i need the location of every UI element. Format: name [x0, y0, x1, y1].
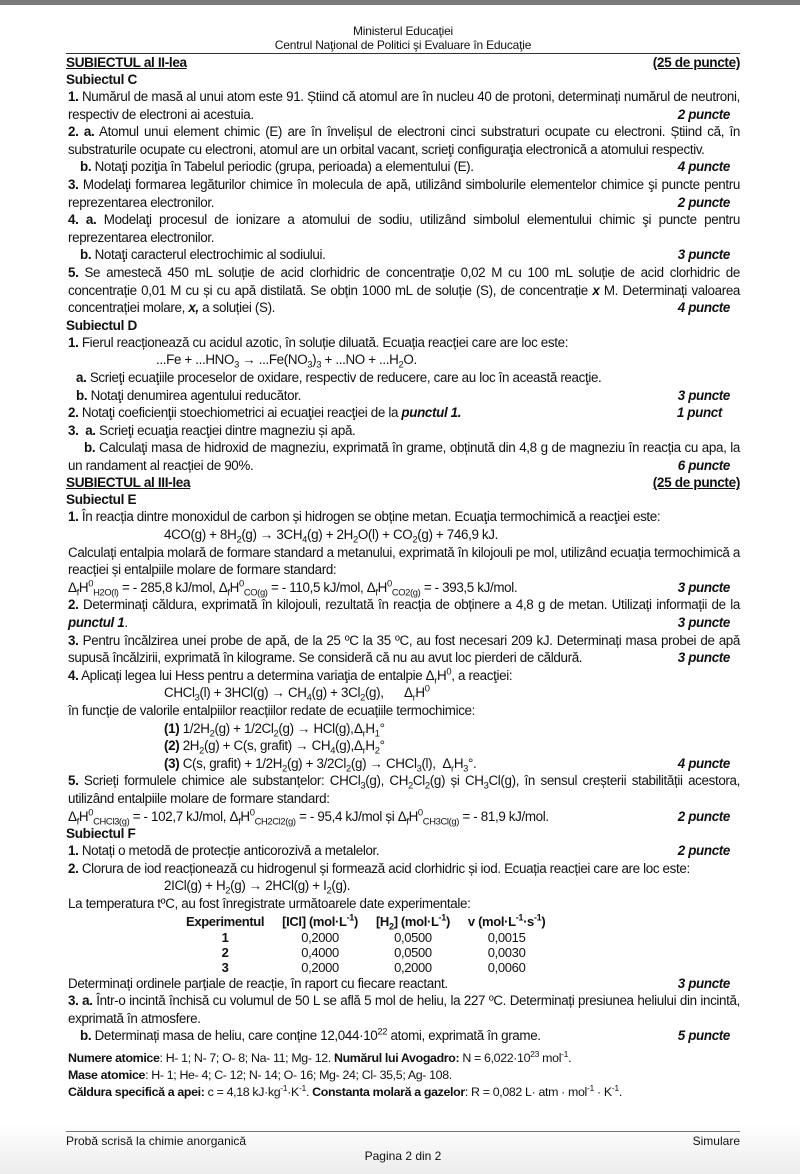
table-cell: 0,2000	[301, 959, 339, 975]
eq-sup: 0	[88, 807, 94, 818]
eq-sub: 4	[302, 534, 308, 545]
eq-part: (g) + 1/2Cl	[214, 720, 274, 736]
eq-part: (g) → 2HCl(g) + I	[230, 878, 327, 894]
equation-e4-r2	[66, 737, 740, 755]
question-e4-text2: în funcție de valorile entalpiilor reacțiilor redate de ecuațiile termochimice:	[68, 703, 476, 718]
question-points: 3 puncte	[677, 615, 730, 631]
question-number: 2.	[68, 860, 79, 876]
eq-part: (l),	[421, 755, 443, 771]
eq-part: = - 102,7 kJ/mol, Δ	[129, 808, 239, 824]
header-center: Centrul Naţional de Politici şi Evaluare în Educaţie	[274, 38, 532, 52]
question-e2	[66, 596, 740, 631]
equation-d1	[66, 351, 740, 369]
eq-sub: r	[362, 728, 366, 739]
question-text: Pentru încălzirea unei probe de apă, de la 25 ºC la 35 ºC, au fost necesari 209 kJ. Determinați masa probei de apă supusă încălzirii, exprimată în kilograme. Se consideră că nu au avut loc pierderi de căldură.	[68, 632, 740, 666]
question-number: 2.	[68, 405, 79, 421]
question-text: Notaţi denumirea agentului reducător.	[87, 387, 301, 403]
eq-sub: CO2(g)	[391, 587, 421, 598]
question-text: Notaţi poziţia în Tabelul periodic (grupa, perioada) a elementului (E).	[91, 159, 474, 175]
header-text: ] (mol·L	[393, 913, 439, 929]
eq-sub: 3	[316, 359, 322, 370]
eq-sub: 3	[194, 693, 200, 704]
column-header-h2	[376, 913, 468, 930]
question-d2	[66, 404, 740, 422]
eq-sub: 3	[234, 359, 239, 370]
question-text: Numărul de masă al unui atom este 91. Știind că atomul are în nucleu 40 de protoni, determinați numărul de neutroni, respectiv de electroni ai acestuia.	[68, 89, 740, 122]
eq-sup: -1	[298, 1082, 306, 1093]
question-points: 4 puncte	[677, 300, 730, 316]
question-number: 1.	[68, 843, 79, 859]
eq-sub: 2	[424, 781, 430, 792]
header-text: )	[541, 913, 546, 929]
eq-sub: 2	[199, 745, 204, 756]
question-points: 2 puncte	[677, 843, 730, 859]
eq-part: C(s, grafit) + 1/2H	[179, 755, 283, 771]
table-cell: 0,0030	[487, 944, 526, 960]
eq-part: Δ	[442, 755, 452, 771]
section-2-points: (25 de puncte)	[652, 55, 740, 70]
footer-rule	[66, 1131, 740, 1132]
table-cell: 0,0500	[394, 929, 432, 945]
constants-value: .	[568, 1050, 572, 1065]
eq-sup: 0	[249, 807, 255, 818]
header-text: )	[353, 913, 358, 929]
eq-part: H	[377, 579, 387, 595]
question-points: 3 puncte	[677, 247, 730, 263]
eq-part: H	[229, 579, 239, 595]
eq-part: (g) + 746,9 kJ.	[417, 527, 498, 543]
question-points: 5 puncte	[677, 1028, 730, 1044]
eq-part: O.	[403, 352, 417, 368]
table-cell: 0,2000	[394, 959, 432, 975]
column-header-rate	[468, 913, 563, 930]
eq-sub: f	[76, 816, 79, 827]
eq-part: 1/2H	[179, 720, 210, 736]
question-points: 4 puncte	[677, 755, 730, 771]
reaction-number: (3)	[164, 755, 180, 771]
question-points: 2 puncte	[677, 808, 730, 824]
question-number: a.	[76, 369, 87, 385]
question-text: (g) și CH	[429, 773, 484, 789]
eq-sup: -1	[586, 1082, 594, 1093]
question-f1	[66, 842, 740, 860]
eq-sub: CH3Cl(g)	[422, 816, 460, 827]
equation-e1	[66, 526, 740, 544]
eq-sup: -1	[533, 912, 542, 923]
eq-sub: CHCl3(g)	[93, 816, 130, 827]
question-text: atomi, exprimată în grame.	[387, 1028, 541, 1044]
constants-value: c = 4,18 kJ·kg	[204, 1084, 281, 1099]
question-text: Cl(g), în sensul creșterii stabilității acestora, utilizând entalpiile molare de formare standard:	[68, 773, 740, 806]
eq-part: (g) → 3CH	[241, 527, 303, 543]
variable-x: x,	[188, 300, 199, 316]
question-e5-data	[66, 808, 740, 826]
atomic-masses-line	[66, 1067, 740, 1084]
eq-sub: 4	[306, 693, 312, 704]
eq-part: H	[240, 808, 250, 824]
question-text: Aplicați legea lui Hess pentru a determina variaţia de entalpie Δ	[78, 667, 435, 683]
question-number: 5.	[68, 773, 79, 789]
eq-sub: 2	[209, 728, 215, 739]
table-cell: 2	[221, 944, 229, 960]
subject-c-title: Subiectul C	[66, 72, 137, 87]
equation-e4	[66, 684, 740, 702]
question-number: 2.	[68, 597, 79, 613]
question-c2b	[66, 158, 740, 176]
equation-e4-r1	[66, 720, 740, 738]
footer-exam-type: Simulare	[692, 1134, 740, 1148]
reference: punctul 1.	[401, 405, 462, 421]
question-points: 2 puncte	[677, 106, 730, 122]
equation-e4-r3	[66, 755, 740, 773]
constants-value: mol	[539, 1050, 562, 1065]
eq-part: (g) → HCl(g),	[278, 720, 354, 736]
eq-sup: -1	[561, 1048, 569, 1059]
question-text: Notaţi coeficienţii stoechiometrici ai ecuaţiei reacţiei de la	[78, 405, 402, 421]
eq-part: Δ	[404, 685, 413, 701]
eq-part: = - 110,5 kJ/mol, Δ	[267, 579, 376, 595]
question-points: 4 puncte	[677, 159, 730, 175]
question-points: 3 puncte	[677, 387, 730, 403]
question-c5	[66, 264, 740, 317]
question-text: Se amestecă 450 mL soluție de acid clorhidric de concentrație 0,02 M cu 100 mL soluție de acid clorhidric de concentrație 0,01 M cu și cu apă distilată. Se obțin 1000 mL de soluție (S), de concentrație	[68, 264, 740, 298]
eq-part: H	[365, 720, 375, 736]
question-number: 3.	[68, 176, 79, 192]
eq-sup: 23	[530, 1048, 540, 1059]
eq-sub: 2	[408, 781, 413, 792]
table-cell: 0,0060	[487, 959, 526, 975]
constants-value: · K	[593, 1084, 612, 1099]
eq-sub: f	[238, 816, 241, 827]
eq-part: H	[78, 808, 89, 824]
eq-part: = - 81,9 kJ/mol.	[459, 808, 549, 824]
eq-sub: r	[412, 693, 416, 704]
experimental-data-table	[186, 913, 563, 975]
eq-sub: r	[362, 745, 366, 756]
question-text: Modelaţi formarea legăturilor chimice în molecula de apă, utilizând simbolurile elementelor chimice şi puncte pentru reprezentarea electronilor.	[68, 176, 740, 210]
question-number: 3.	[68, 632, 79, 648]
header-text: )	[445, 913, 450, 929]
eq-sub: r	[451, 763, 454, 774]
question-d1	[66, 334, 740, 352]
section-3-title: SUBIECTUL al III-lea	[66, 475, 191, 491]
eq-sup: -1	[280, 1082, 288, 1093]
eq-part: → ...Fe(NO	[238, 352, 308, 368]
eq-sub: 2	[273, 728, 279, 739]
question-text: Calculaţi masa de hidroxid de magneziu, exprimată în grame, obținută din 4,8 g de magneziu în reacția cu apa, la un randament al reacției de 90%.	[68, 440, 740, 473]
question-text: Scrieți formulele chimice ale substanțelor: CHCl	[78, 773, 361, 789]
question-number: b.	[84, 440, 96, 456]
question-e1	[66, 508, 740, 526]
constants-label: Numărul lui Avogadro:	[333, 1050, 460, 1065]
question-text: Clorura de iod reacționează cu hidrogenul și formează acid clorhidric și iod. Ecuația reacției care are loc este:	[78, 860, 690, 876]
question-text: Determinați masa de heliu, care conține 12,044·10	[91, 1028, 378, 1044]
question-f3a	[66, 992, 740, 1027]
eq-sub: 2	[326, 886, 332, 897]
eq-part: = - 95,4 kJ/mol și Δ	[295, 808, 407, 824]
constants-label: Numere atomice	[68, 1050, 160, 1065]
eq-part: H	[453, 755, 464, 771]
eq-part: °	[379, 738, 385, 754]
heat-gas-line	[66, 1084, 740, 1101]
eq-sub: 2	[360, 693, 365, 704]
question-number: 5.	[68, 264, 79, 280]
constants-label: Mase atomice	[68, 1067, 146, 1082]
eq-sub: 2	[374, 745, 380, 756]
eq-part: (g),	[335, 738, 354, 754]
section-3-points: (25 de puncte)	[652, 475, 740, 491]
reaction-number: (1)	[164, 720, 180, 736]
eq-part: = - 285,8 kJ/mol, Δ	[118, 579, 228, 595]
eq-part: Δ	[354, 720, 363, 736]
eq-part: °	[379, 720, 385, 736]
table-cell: 0,0015	[487, 929, 526, 945]
table-cell: 0,4000	[301, 944, 339, 960]
footer-page-number: Pagina 2 din 2	[364, 1149, 442, 1163]
question-d3a	[66, 422, 740, 440]
table-cell: 3	[221, 959, 229, 975]
question-number: 4.	[68, 667, 79, 683]
table-cell: 1	[221, 929, 229, 945]
constants-value: : R = 0,082 L· atm · mol	[464, 1084, 587, 1099]
reference: punctul 1	[68, 615, 125, 631]
eq-part: 4CO(g) + 8H	[164, 527, 237, 543]
question-f3b	[66, 1027, 740, 1045]
eq-part: CHCl	[164, 685, 195, 701]
reaction-number: (2)	[164, 738, 180, 754]
table-row	[186, 930, 563, 945]
eq-sub: 2	[352, 534, 358, 545]
question-f2-text3	[66, 975, 740, 993]
eq-sub: H2O(l)	[93, 587, 119, 598]
table-row	[186, 945, 563, 960]
eq-part: 2ICl(g) + H	[164, 878, 226, 894]
eq-sup: -1	[346, 912, 354, 923]
eq-sub: 2	[398, 359, 404, 370]
subject-f-title: Subiectul F	[66, 826, 136, 842]
constants-label: Constanta molară a gazelor	[312, 1084, 465, 1099]
section-3-heading	[66, 474, 740, 491]
eq-part: 2H	[179, 738, 200, 754]
table-header-row	[186, 913, 563, 930]
eq-sub: 3	[416, 763, 422, 774]
header-text: [ICl] (mol·L	[282, 913, 347, 929]
question-text: Determinați căldura, exprimată în kilojouli, rezultată în reacția de obținere a 4,8 g de metan. Utilizați informații de la	[78, 597, 740, 613]
eq-sub: CO(g)	[243, 587, 268, 598]
constants-block	[66, 1050, 740, 1101]
footer-exam-name: Probă scrisă la chimie anorganică	[66, 1134, 247, 1148]
eq-sup: -1	[438, 912, 446, 923]
eq-sub: 3	[360, 781, 366, 792]
question-text: Într-o incintă închisă cu volumul de 50 L se află 5 mol de heliu, la 227 ºC. Determinați presiunea heliului din incintă, exprimată în atmosfere.	[68, 993, 740, 1026]
eq-part: )	[312, 352, 317, 368]
eq-part: (g) + C(s, grafit) → CH	[204, 738, 331, 754]
question-c1	[66, 88, 740, 123]
eq-sub: f	[375, 587, 378, 598]
question-points: 3 puncte	[677, 975, 730, 991]
question-text: M. Determinați valoarea concentrației molare,	[68, 282, 741, 316]
header-text: ·s	[523, 913, 534, 929]
question-text: .	[124, 615, 128, 631]
window-top-bar	[0, 0, 800, 5]
eq-sub: f	[227, 587, 230, 598]
eq-sub: 3	[463, 763, 469, 774]
constants-value: .	[305, 1084, 313, 1099]
eq-part: °.	[468, 755, 477, 771]
question-points: 1 punct	[676, 405, 722, 421]
eq-part: Δ	[354, 738, 363, 754]
question-number: 1.	[68, 334, 79, 350]
question-d3b	[66, 439, 740, 474]
question-c2a	[66, 123, 740, 158]
question-number: b.	[80, 247, 92, 263]
eq-part: (g) + 3/2Cl	[286, 755, 347, 771]
eq-part: (l) + 3HCl(g) → CH	[199, 685, 307, 701]
eq-sub: f	[76, 587, 79, 598]
question-number: 1.	[68, 509, 79, 525]
question-text: Notaţi caracterul electrochimic al sodiului.	[91, 247, 326, 263]
header-text: v (mol·L	[467, 913, 516, 929]
eq-part: H	[415, 685, 425, 701]
question-text: Atomul unui element chimic (E) are în învelișul de electroni cinci substraturi ocupate cu electroni. Știind că, în substraturile ocupate cu electroni, atomul are un orbital vacant, scrieţi configuraţia electronică a atomului respectiv.	[68, 124, 740, 157]
eq-sub: 2	[225, 886, 231, 897]
eq-sup: 0	[424, 683, 430, 694]
question-text: Scrieţi ecuaţia reacţiei dintre magneziu și apă.	[95, 422, 356, 438]
variable-x: x	[592, 282, 600, 298]
eq-part: + ...NO + ...H	[321, 352, 399, 368]
question-text: a soluției (S).	[198, 300, 276, 316]
exam-page	[66, 24, 740, 1101]
question-text: , a reacţiei:	[451, 667, 513, 683]
eq-part: O(l) + CO	[357, 527, 413, 543]
constants-value: ·K	[287, 1084, 299, 1099]
question-text: Fierul reacționează cu acidul azotic, în soluție diluată. Ecuația reacției care are loc este:	[78, 334, 569, 350]
eq-part: (g) → CHCl	[350, 755, 417, 771]
question-number: b.	[80, 159, 92, 175]
eq-sub: 2	[346, 763, 351, 774]
question-e1-text2: Calculați entalpia molară de formare standard a metanului, exprimată în kilojouli pe mol, utilizând ecuația termochimică a reacției și entalpiile molare de formare standard:	[68, 544, 740, 578]
eq-sub: r	[434, 675, 438, 686]
eq-sup: 0	[88, 578, 94, 589]
equation-f2	[66, 877, 740, 895]
question-text: Determinați ordinele parțiale de reacție, în raport cu fiecare reactant.	[68, 975, 448, 991]
question-text: Cl	[412, 773, 425, 789]
subject-e-title: Subiectul E	[66, 492, 137, 508]
eq-part: (g).	[331, 878, 351, 894]
eq-part: (g),	[364, 685, 384, 701]
question-number: 2. a.	[68, 124, 95, 140]
question-points: 3 puncte	[677, 579, 730, 595]
question-e5	[66, 772, 740, 807]
header-text: [H	[375, 913, 389, 929]
question-d1b	[66, 387, 740, 405]
question-points: 2 puncte	[677, 194, 730, 210]
question-c4b	[66, 246, 740, 264]
question-c4a	[66, 211, 740, 246]
question-text: În reacția dintre monoxidul de carbon și hidrogen se obține metan. Ecuaţia termochimică a reacţiei este:	[78, 509, 661, 525]
question-points: 6 puncte	[677, 457, 730, 473]
eq-part: H	[78, 579, 89, 595]
eq-sub: 2	[236, 534, 242, 545]
question-text: Scrieţi ecuaţiile proceselor de oxidare, respectiv de reducere, care au loc în această reacţie.	[86, 369, 602, 385]
question-e4	[66, 667, 740, 685]
eq-sup: 22	[377, 1026, 388, 1037]
eq-sup: -1	[611, 1082, 619, 1093]
table-cell: 0,2000	[301, 929, 339, 945]
eq-part: H	[437, 667, 447, 683]
eq-part: (g) + 2H	[307, 527, 353, 543]
question-number: 3. a.	[68, 422, 96, 438]
constants-value: : H- 1; N- 7; O- 8; Na- 11; Mg- 12.	[159, 1050, 334, 1065]
column-header-icl	[282, 913, 376, 930]
constants-value: : H- 1; He- 4; C- 12; N- 14; O- 16; Mg- 24; Cl- 35,5; Ag- 108.	[145, 1067, 452, 1082]
question-points: 3 puncte	[677, 650, 730, 666]
eq-part: = - 393,5 kJ/mol.	[420, 579, 518, 595]
question-number: 4. a.	[68, 212, 97, 228]
eq-part: H	[408, 808, 418, 824]
eq-sub: 1	[374, 728, 380, 739]
eq-sub: 2	[412, 534, 418, 545]
question-c3	[66, 176, 740, 211]
eq-sup: 0	[446, 666, 452, 677]
eq-part: H	[365, 738, 375, 754]
atomic-numbers-line	[66, 1050, 740, 1067]
question-e3	[66, 632, 740, 667]
question-text: Notați o metodă de protecție anticorozivă a metalelor.	[78, 843, 380, 859]
question-number: 3. a.	[68, 993, 93, 1009]
question-d1a	[66, 369, 740, 387]
eq-sub: 4	[330, 745, 336, 756]
question-f2	[66, 860, 740, 878]
section-2-heading	[66, 54, 740, 71]
eq-sub: 3	[307, 359, 313, 370]
column-header-experiment	[186, 913, 282, 930]
eq-sub: 3	[483, 781, 489, 792]
eq-part: Δ	[68, 579, 77, 595]
eq-sup: -1	[515, 912, 524, 923]
eq-sup: 0	[386, 578, 392, 589]
eq-part: (g) + 3Cl	[311, 685, 361, 701]
question-number: 1.	[68, 89, 79, 104]
eq-sub: 2	[388, 921, 394, 932]
eq-sub: 2	[282, 763, 287, 774]
eq-part: ...Fe + ...HNO	[156, 352, 235, 368]
eq-sub: CH2Cl2(g)	[254, 816, 296, 827]
header-text: Experimentul	[186, 913, 265, 929]
table-cell: 0,0500	[394, 944, 432, 960]
question-text: Modelaţi procesul de ionizare a atomului de sodiu, utilizând simbolul elementului chimic şi puncte pentru reprezentarea electronilor.	[68, 212, 740, 245]
eq-sup: 0	[238, 578, 244, 589]
header-ministry: Ministerul Educaţiei	[352, 24, 454, 38]
eq-sup: 0	[417, 807, 423, 818]
eq-sub: f	[406, 816, 409, 827]
constants-value: N = 6,022·10	[459, 1050, 531, 1065]
constants-value: .	[618, 1084, 622, 1099]
subject-d-title: Subiectul D	[66, 317, 137, 333]
section-2-title: SUBIECTUL al II-lea	[66, 55, 187, 70]
table-row	[186, 960, 563, 975]
question-e1-data	[66, 579, 740, 597]
question-number: b.	[80, 1028, 92, 1044]
question-number: b.	[76, 387, 88, 403]
question-f2-text2: La temperatura tºC, au fost înregistrate următoarele date experimentale:	[68, 895, 471, 911]
question-text: (g), CH	[365, 773, 409, 789]
constants-label: Căldura specifică a apei:	[68, 1084, 205, 1099]
eq-part: Δ	[68, 808, 77, 824]
document-header	[66, 24, 740, 52]
